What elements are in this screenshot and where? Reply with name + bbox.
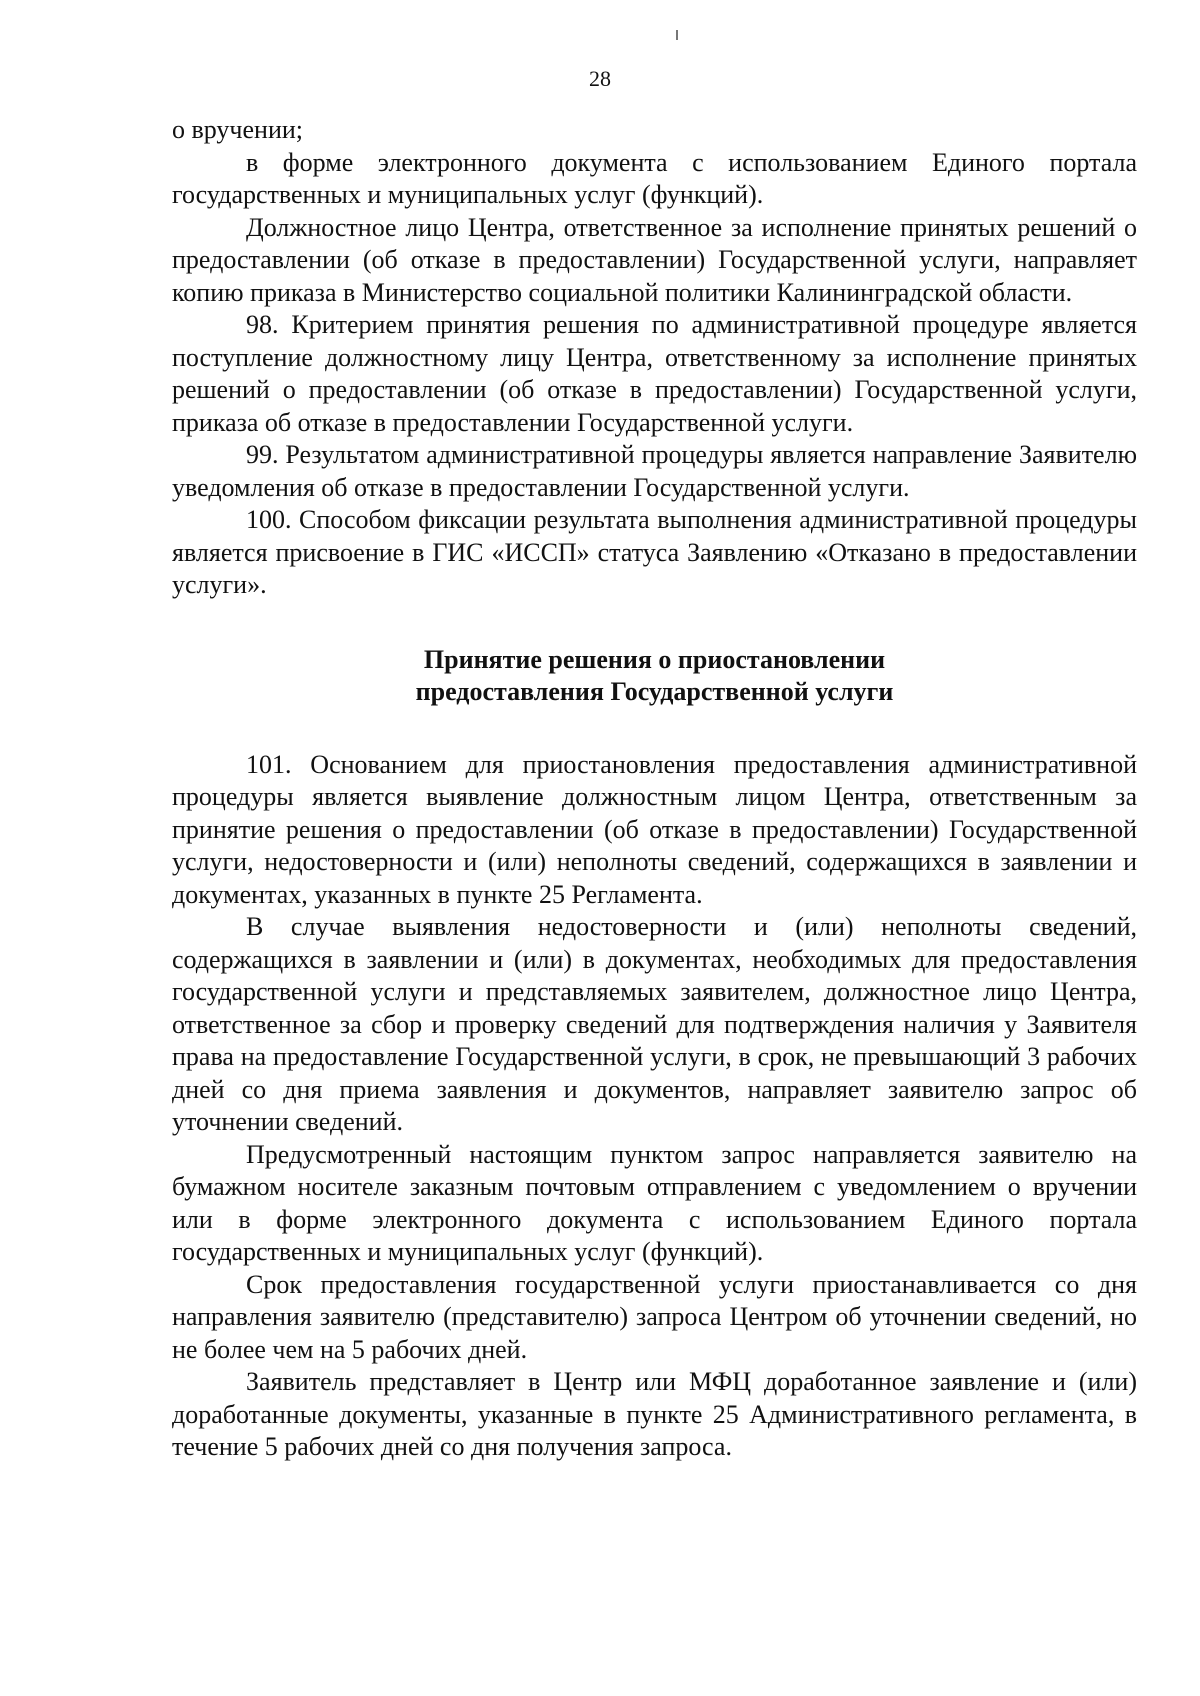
section-heading bbox=[172, 644, 1137, 709]
paragraph: Заявитель представляет в Центр или МФЦ доработанное заявление и (или) доработанные документы, указанные в пункте 25 Административного регламента, в течение 5 рабочих дней со дня получения запроса. bbox=[172, 1367, 1137, 1461]
paragraph: в форме электронного документа с использованием Единого портала государственных и муниципальных услуг (функций). bbox=[172, 147, 1137, 209]
paragraph: В случае выявления недостоверности и (или) неполноты сведений, содержащихся в заявлении и (или) в документах, необходимых для предоставления государственной услуги и представляемых заявителем, должностное лицо Центра, ответственное за сбор и проверку сведений для подтверждения наличия у Заявителя права на предоставление Государственной услуги, в срок, не превышающий 3 рабочих дней со дня приема заявления и документов, направляет заявителю запрос об уточнении сведений. bbox=[172, 912, 1137, 1136]
paragraph-item-100: 100. Способом фиксации результата выполнения административной процедуры является присвоение в ГИС «ИССП» статуса Заявлению «Отказано в предоставлении услуги». bbox=[172, 505, 1137, 599]
paragraph: Должностное лицо Центра, ответственное за исполнение принятых решений о предоставлении (об отказе в предоставлении) Государственной услуги, направляет копию приказа в Министерство социальной политики Калининградской области. bbox=[172, 212, 1137, 307]
paragraph-item-99: 99. Результатом административной процедуры является направление Заявителю уведомления об отказе в предоставлении Государственной услуги. bbox=[172, 440, 1137, 502]
section-heading-line: Принятие решения о приостановлении bbox=[423, 644, 886, 674]
paragraph-item-98: 98. Критерием принятия решения по административной процедуре является поступление должностному лицу Центра, ответственному за исполнение принятых решений о предоставлении (об отказе в предоставлении) Государственной услуги, приказа об отказе в предоставлении Государственной услуги. bbox=[172, 310, 1137, 437]
section-heading-line: предоставления Государственной услуги bbox=[415, 677, 894, 706]
document-body bbox=[172, 114, 1137, 1464]
paragraph: Срок предоставления государственной услуги приостанавливается со дня направления заявителю (представителю) запроса Центром об уточнении сведений, но не более чем на 5 рабочих дней. bbox=[172, 1269, 1137, 1364]
scan-artifact bbox=[676, 30, 678, 40]
paragraph: Предусмотренный настоящим пунктом запрос направляется заявителю на бумажном носителе заказным почтовым отправлением с уведомлением о вручении или в форме электронного документа с использованием Единого портала государственных и муниципальных услуг (функций). bbox=[172, 1139, 1137, 1266]
paragraph-continuation: о вручении; bbox=[172, 115, 304, 144]
paragraph-item-101: 101. Основанием для приостановления предоставления административной процедуры является выявление должностным лицом Центра, ответственным за принятие решения о предоставлении (об отказе в предоставлении) Государственной услуги, недостоверности и (или) неполноты сведений, содержащихся в заявлении и документах, указанных в пункте 25 Регламента. bbox=[172, 749, 1137, 909]
page-number: 28 bbox=[589, 66, 611, 91]
